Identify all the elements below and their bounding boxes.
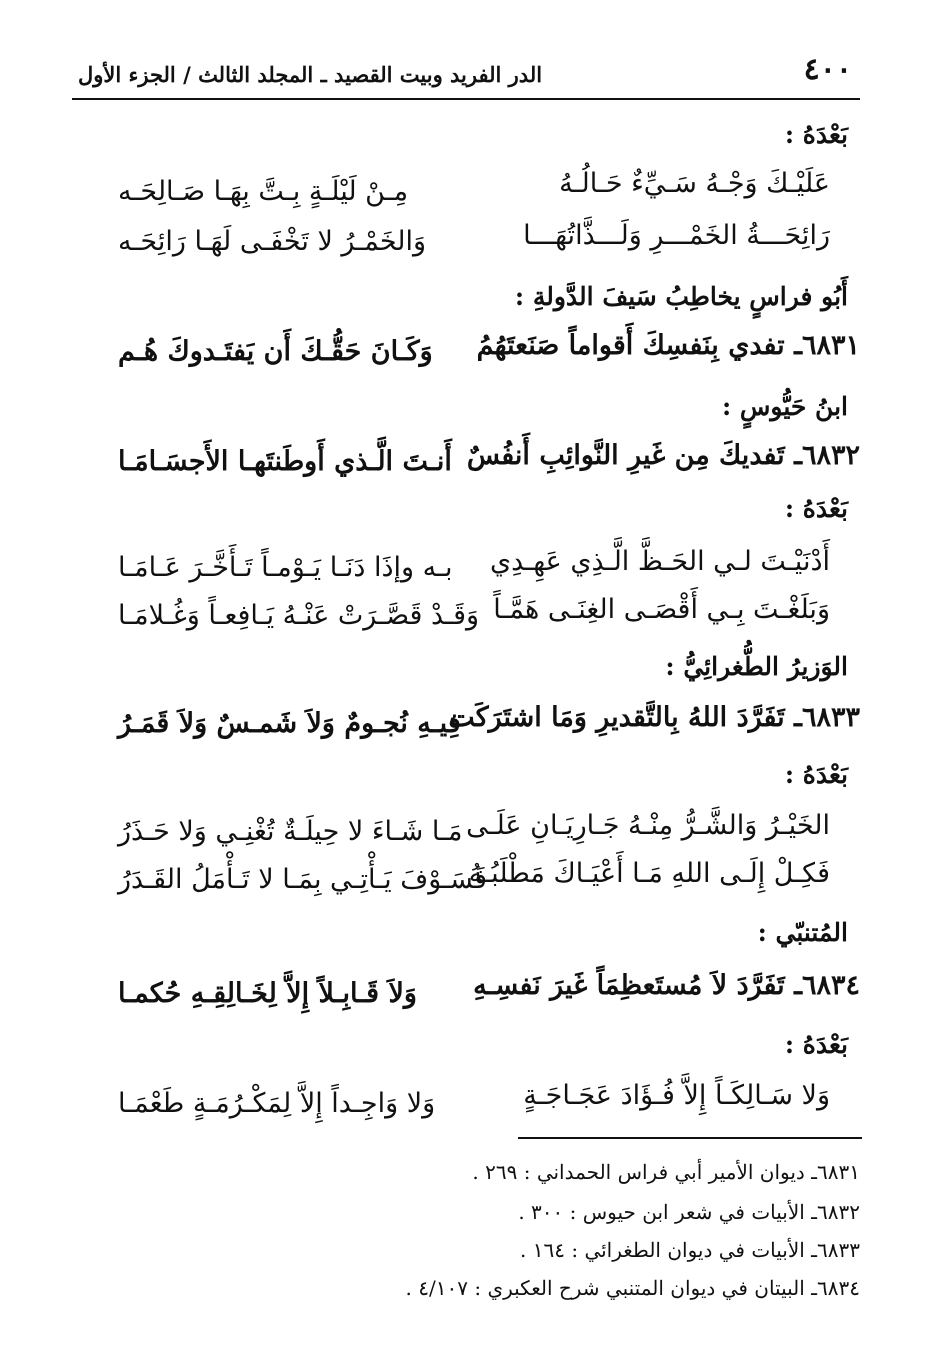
running-title: الدر الفريد وبيت القصيد ـ المجلد الثالث / الجزء الأول	[78, 62, 543, 87]
poet-label: أَبُو فراسٍ يخاطِبُ سَيفَ الدَّولةِ :	[514, 282, 848, 311]
verse-left-hemistich: بـه وإذَا دَنَـا يَـوْمـاً تَـأَخَّـرَ عَـامَـا	[118, 552, 453, 583]
poet-label: ابنُ حَيُّوسٍ :	[721, 392, 848, 421]
poet-label: الوَزيرُ الطُّغرائِيُّ :	[665, 652, 848, 681]
verse-left-hemistich: فَسَـوْفَ يَـأْتِـي بِمَـا لا تَـأْمَلُ القَـدَرُ	[118, 864, 488, 895]
footnote: ٦٨٣٣ـ الأبيات في ديوان الطغرائي : ١٦٤ .	[520, 1238, 860, 1262]
intro-label: بَعْدَهُ :	[784, 1030, 848, 1059]
verse-right-hemistich: رَائِحَـــةُ الخَمْـــرِ وَلَـــذَّاتُهَـــا	[523, 220, 830, 251]
footnote: ٦٨٣٤ـ البيتان في ديوان المتنبي شرح العكبري : ٤/١٠٧ .	[405, 1276, 860, 1300]
verse-right-hemistich: وَلا سَـالِكَـاً إِلاَّ فُـؤَادَ عَجَـاجَـةٍ	[523, 1080, 830, 1111]
verse-right-hemistich: ٦٨٣٤ـ تَفَرَّدَ لاَ مُستَعظِمَاً غَيرَ نَفسِـهِ	[473, 970, 860, 1001]
verse-right-hemistich: فَكِـلْ إِلَـى اللهِ مَـا أَعْيَـاكَ مَطْلَبُـهُ	[468, 858, 830, 889]
verse-right-hemistich: ٦٨٣١ـ تفدي بِنَفسِكَ أَقواماً صَنَعتَهُمُ	[476, 330, 860, 361]
verse-left-hemistich: مَـا شَـاءَ لا حِيلَـةٌ تُغْنِـي وَلا حَـذَرُ	[118, 816, 463, 847]
verse-right-hemistich: الخَيْـرُ وَالشَّـرُّ مِنْـهُ جَـارِيَـانِ عَلَـى	[466, 810, 830, 841]
verse-left-hemistich: وَلا وَاجِـداً إِلاَّ لِمَكْـرُمَـةٍ طَعْمَـا	[118, 1088, 436, 1119]
verse-right-hemistich: وَبَلَغْـتَ بِـي أَقْصَـى الغِنَـى هَمَّـاً	[493, 594, 830, 625]
intro-label: بَعْدَهُ :	[784, 120, 848, 149]
verse-left-hemistich: وَالخَمْـرُ لا تَخْفَـى لَهَـا رَائِحَـه	[118, 226, 427, 257]
page-number: ٤٠٠	[803, 52, 852, 87]
footnote: ٦٨٣١ـ ديوان الأمير أبي فراس الحمداني : ٢٦٩ .	[472, 1160, 860, 1184]
verse-left-hemistich: مِـنْ لَيْلَـةٍ بِـتَّ بِهَـا صَـالِحَـه	[118, 176, 409, 207]
verse-left-hemistich: فِيـهِ نُجـومٌ وَلاَ شَمـسٌ وَلاَ قَمَـرُ	[118, 708, 461, 739]
poet-label: المُتنبّي :	[757, 918, 848, 947]
page-header	[70, 52, 860, 98]
verse-right-hemistich: ٦٨٣٣ـ تَفَرَّدَ اللهُ بِالتَّقديرِ وَمَا اشتَرَكَت	[449, 702, 860, 733]
intro-label: بَعْدَهُ :	[784, 494, 848, 523]
verse-right-hemistich: أَدْنَيْـتَ لـي الحَـظَّ الَّـذِي عَهِـدِي	[490, 546, 830, 577]
footnote-divider	[518, 1137, 862, 1139]
verse-left-hemistich: وَلاَ قَـابِـلاً إِلاَّ لِخَـالِقِـهِ حُكمـا	[118, 978, 417, 1009]
intro-label: بَعْدَهُ :	[784, 760, 848, 789]
verse-right-hemistich: ٦٨٣٢ـ تَفديكَ مِن غَيرِ النَّوائِبِ أَنفُسٌ	[466, 440, 860, 471]
verse-left-hemistich: وَقَـدْ قَصَّـرَتْ عَنْـهُ يَـافِعـاً وَغُـلامَـا	[118, 600, 480, 631]
footnote: ٦٨٣٢ـ الأبيات في شعر ابن حيوس : ٣٠٠ .	[518, 1200, 860, 1224]
verse-left-hemistich: أَنـتَ الَّـذي أَوطَنتَهـا الأَجسَـامَـا	[118, 446, 452, 477]
verse-right-hemistich: عَلَيْـكَ وَجْـهُ سَـيِّءٌ حَـالُـهُ	[559, 168, 830, 199]
verse-left-hemistich: وَكَـانَ حَقُّـكَ أَن يَفتَـدوكَ هُـم	[118, 336, 433, 367]
header-divider	[72, 98, 860, 100]
